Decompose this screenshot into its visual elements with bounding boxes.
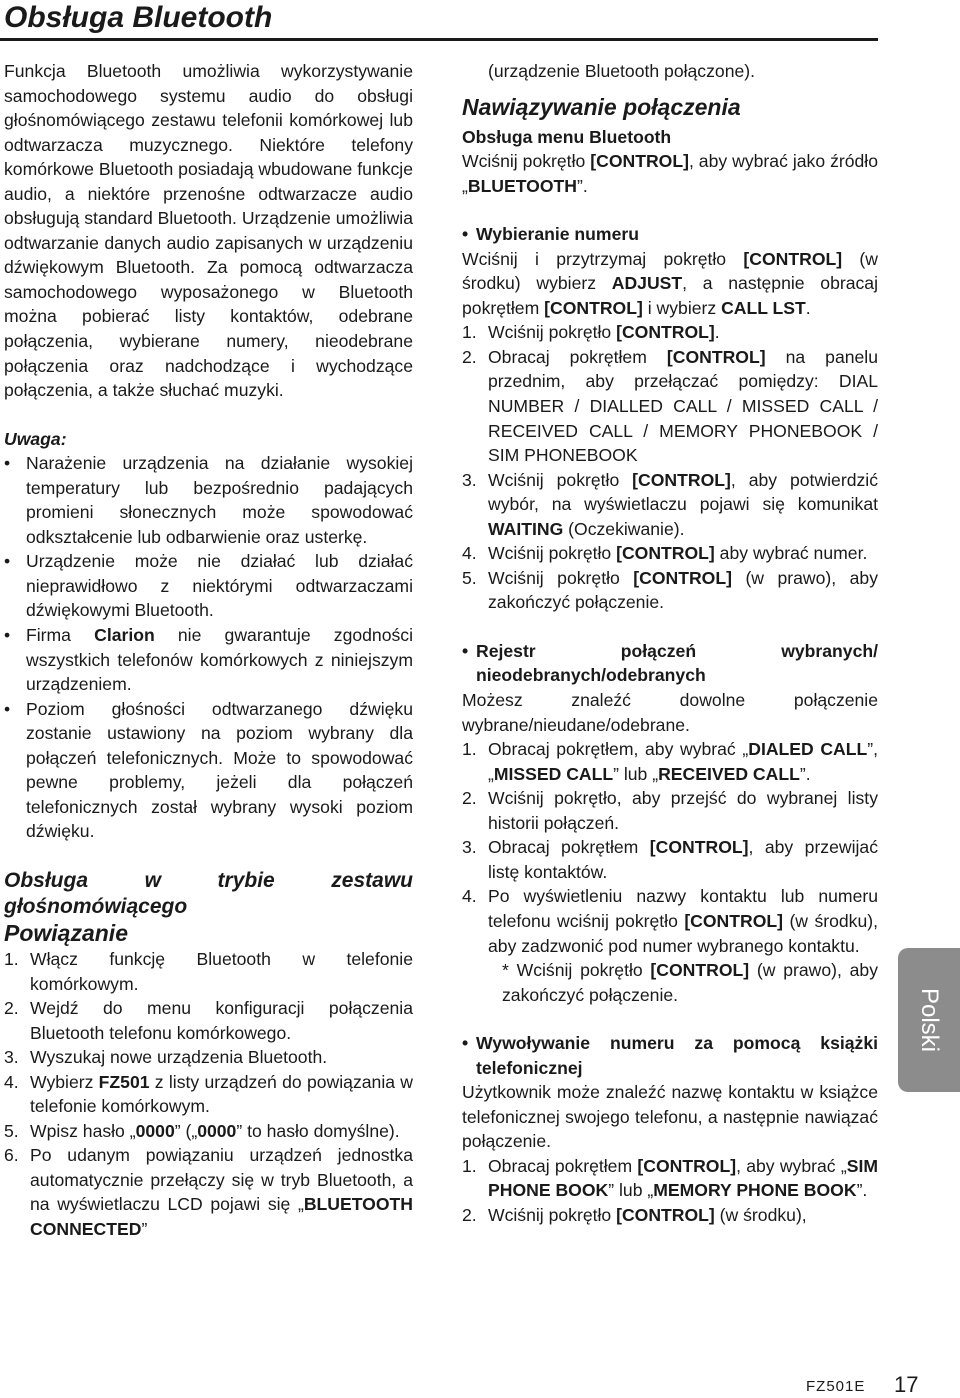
- note-item: • Firma Clarion nie gwarantuje zgodności wszystkich telefonów komórkowych z niniejszym urządzeniem.: [4, 623, 413, 697]
- note-item: • Poziom głośności odtwarzanego dźwięku zostanie ustawiony na poziom wybrany dla połączeń telefonicznych. Może to spowodować pewne problemy, jeżeli dla połączeń telefonicznych został wybrany wysoki poziom dźwięku.: [4, 697, 413, 844]
- note-item: • Narażenie urządzenia na działanie wysokiej temperatury lub bezpośrednio padających promieni słonecznych może spowodować odkształcenie lub odbarwienie oraz usterkę.: [4, 451, 413, 549]
- list-item: 3. Wciśnij pokrętło [CONTROL], aby potwierdzić wybór, na wyświetlaczu pojawi się komunikat WAITING (Oczekiwanie).: [462, 469, 878, 539]
- footer-model: FZ501E: [806, 1378, 866, 1395]
- list-item: 1. Wciśnij pokrętło [CONTROL].: [462, 322, 720, 343]
- list-item: 2. Wciśnij pokrętło [CONTROL] (w środku),: [462, 1204, 807, 1225]
- list-item: 2. Wejdź do menu konfiguracji połączenia Bluetooth telefonu komórkowego.: [4, 998, 413, 1043]
- right-column: [462, 59, 878, 1228]
- log-footnote: * Wciśnij pokrętło [CONTROL] (w prawo), aby zakończyć połączenie.: [502, 960, 878, 1005]
- list-item: 1. Obracaj pokrętłem, aby wybrać „DIALED CALL”, „MISSED CALL” lub „RECEIVED CALL”.: [462, 739, 879, 784]
- menu-paragraph: Wciśnij pokrętło [CONTROL], aby wybrać jako źródło „BLUETOOTH”.: [462, 151, 878, 196]
- list-item: 5. Wciśnij pokrętło [CONTROL] (w prawo), aby zakończyć połączenie.: [462, 567, 878, 613]
- dial-heading: • Wybieranie numeru: [462, 222, 878, 247]
- list-item: 3. Obracaj pokrętłem [CONTROL], aby przewijać listę kontaktów.: [462, 837, 878, 882]
- dial-intro: Wciśnij i przytrzymaj pokrętło [CONTROL] (w środku) wybierz ADJUST, a następnie obracaj pokrętłem [CONTROL] i wybierz CALL LST.: [462, 248, 878, 318]
- pairing-heading: Powiązanie: [4, 919, 128, 946]
- book-heading: • Wywoływanie numeru za pomocą książki telefonicznej: [462, 1031, 878, 1080]
- log-heading: • Rejestr połączeń wybranych/ nieodebranych/odebranych: [462, 639, 878, 688]
- menu-heading: Obsługa menu Bluetooth: [462, 126, 672, 147]
- list-item: 1. Obracaj pokrętłem [CONTROL], aby wybrać „SIM PHONE BOOK” lub „MEMORY PHONE BOOK”.: [462, 1155, 878, 1201]
- note-item: • Urządzenie może nie działać lub działać nieprawidłowo z niektórymi odtwarzaczami dźwiękowymi Bluetooth.: [4, 549, 413, 623]
- intro-paragraph: Funkcja Bluetooth umożliwia wykorzystywanie samochodowego systemu audio do obsługi głośnomówiącego zestawu telefonii komórkowej lub odtwarzacza muzycznego. Niektóre telefony komórkowe Bluetooth posiadają wbudowane funkcje audio, a niektóre przenośne odtwarzacze audio obsługują standard Bluetooth. Urządzenie umożliwia odtwarzanie danych audio zapisanych w urządzeniu dźwiękowym Bluetooth. Za pomocą odtwarzacza samochodowego wyposażonego w Bluetooth można pobierać listy kontaktów, odebrane połączenia, wybierane numery, nieodebrane połączenia oraz nadchodzące i wychodzące połączenia, a także słuchać muzyki.: [4, 61, 413, 401]
- book-intro: Użytkownik może znaleźć nazwę kontaktu w książce telefonicznej swojego telefonu, a następnie nawiązać połączenie.: [462, 1082, 878, 1152]
- page-title: Obsługa Bluetooth: [4, 1, 273, 34]
- calling-heading: Nawiązywanie połączenia: [462, 93, 741, 120]
- language-tab-label: Polski: [916, 987, 943, 1053]
- note-heading: Uwaga:: [4, 428, 67, 449]
- list-item: 6. Po udanym powiązaniu urządzeń jednostka automatycznie przełączy się w tryb Bluetooth, a na wyświetlaczu LCD pojawi się „BLUETOOTH CONNECTED”: [4, 1145, 413, 1239]
- title-rule: [0, 38, 878, 41]
- list-item: 3. Wyszukaj nowe urządzenia Bluetooth.: [4, 1047, 328, 1068]
- list-item: 2. Wciśnij pokrętło, aby przejść do wybranej listy historii połączeń.: [462, 788, 878, 833]
- page-number: 17: [894, 1372, 919, 1397]
- language-tab: [898, 948, 960, 1092]
- left-column: [4, 59, 413, 1242]
- list-item: 4. Po wyświetleniu nazwy kontaktu lub numeru telefonu wciśnij pokrętło [CONTROL] (w środku), aby zadzwonić pod numer wybranego kontaktu.: [462, 886, 878, 956]
- list-item: 2. Obracaj pokrętłem [CONTROL] na panelu przednim, aby przełączać pomiędzy: DIAL NUMBER / DIALLED CALL / MISSED CALL / RECEIVED CALL / MEMORY PHONEBOOK / SIM PHONEBOOK: [462, 346, 878, 466]
- list-item: 4. Wciśnij pokrętło [CONTROL] aby wybrać numer.: [462, 543, 868, 564]
- list-item: 1. Włącz funkcję Bluetooth w telefonie komórkowym.: [4, 948, 413, 994]
- list-item: 5. Wpisz hasło „0000” („0000” to hasło domyślne).: [4, 1120, 400, 1141]
- continued-line: (urządzenie Bluetooth połączone).: [488, 61, 756, 81]
- section-heading-handsfree: Obsługa w trybie zestawu głośnomówiącego: [4, 868, 413, 918]
- log-intro: Możesz znaleźć dowolne połączenie wybrane/nieudane/odebrane.: [462, 690, 878, 735]
- list-item: 4. Wybierz FZ501 z listy urządzeń do powiązania w telefonie komórkowym.: [4, 1071, 413, 1117]
